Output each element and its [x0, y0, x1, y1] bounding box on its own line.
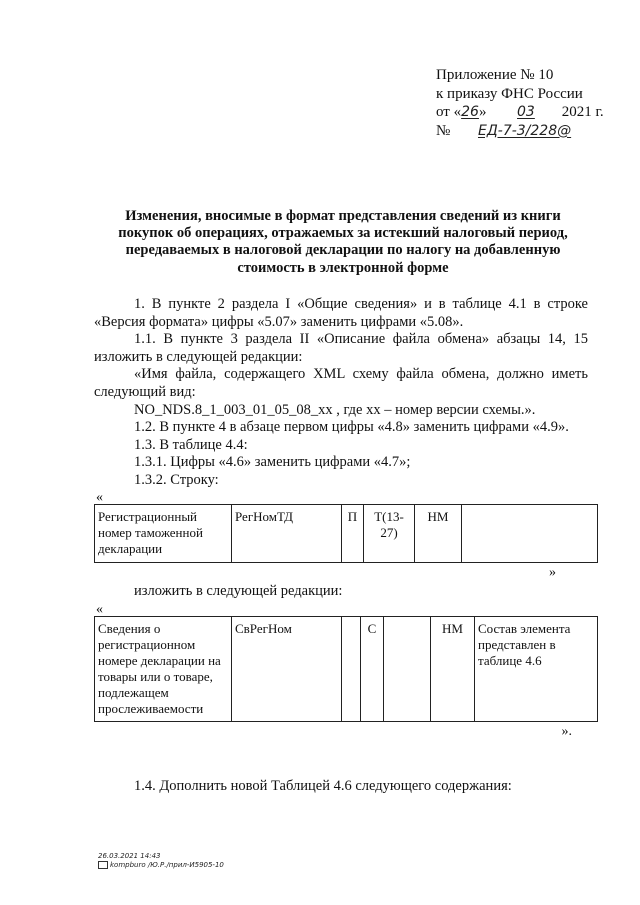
table-old-row	[94, 504, 598, 563]
table-cell: Сведения о регистрационном номере декларации на товары или о товаре, подлежащем прослеживаемости	[95, 617, 232, 722]
file-icon	[98, 861, 108, 869]
table-row	[95, 617, 598, 722]
table-cell	[384, 617, 431, 722]
paragraph-1-3-2: 1.3.2. Строку:	[134, 471, 219, 488]
handwritten-day: 26	[461, 104, 479, 120]
table-cell: Состав элемента представлен в таблице 4.6	[475, 617, 598, 722]
document-footer	[98, 852, 224, 870]
paragraph-1-1: 1.1. В пункте 3 раздела II «Описание файла обмена» абзацы 14, 15 изложить в следующей редакции:	[94, 331, 588, 365]
paragraph-quote: «Имя файла, содержащего XML схему файла обмена, должно иметь следующий вид:	[94, 366, 588, 400]
table-cell: С	[361, 617, 384, 722]
paragraph-replace: изложить в следующей редакции:	[134, 582, 343, 599]
paragraph-1: 1. В пункте 2 раздела I «Общие сведения» и в таблице 4.1 в строке «Версия формата» цифры «5.07» заменить цифрами «5.08».	[94, 296, 588, 330]
table-new-row	[94, 616, 598, 722]
paragraph-1-3: 1.3. В таблице 4.4:	[134, 436, 248, 453]
handwritten-order-number: ЕД-7-3/228@	[477, 122, 572, 139]
quote-open-2: «	[96, 602, 103, 618]
table-cell: РегНомТД	[232, 504, 342, 562]
paragraph-1-3-1: 1.3.1. Цифры «4.6» заменить цифрами «4.7»;	[134, 454, 411, 471]
quote-close-1: »	[549, 564, 556, 580]
footer-path-line	[98, 861, 224, 870]
order-reference: к приказу ФНС России	[436, 85, 583, 102]
paragraph-1-4: 1.4. Дополнить новой Таблицей 4.6 следующего содержания:	[134, 778, 512, 795]
footer-path: kompburo /Ю.Р./прил-И5905-10	[110, 861, 224, 869]
order-date: от «26» 03 2021 г.	[436, 104, 604, 120]
table-cell: СвРегНом	[232, 617, 342, 722]
quote-open-1: «	[96, 489, 103, 505]
quote-close-2: ».	[561, 724, 572, 740]
table-cell	[462, 504, 598, 562]
table-cell: П	[342, 504, 364, 562]
table-cell: НМ	[415, 504, 462, 562]
table-cell: Регистрационный номер таможенной декларации	[95, 504, 232, 562]
paragraph-1-2: 1.2. В пункте 4 в абзаце первом цифры «4.8» заменить цифрами «4.9».	[134, 419, 569, 436]
appendix-header	[436, 66, 604, 140]
order-number: № ЕД-7-3/228@	[436, 122, 604, 141]
table-cell: T(13-27)	[364, 504, 415, 562]
document-body	[94, 296, 588, 796]
handwritten-month: 03	[517, 104, 535, 120]
footer-date: 26.03.2021 14:43	[98, 852, 161, 860]
paragraph-filename: NO_NDS.8_1_003_01_05_08_xx , где хх – номер версии схемы.».	[134, 401, 536, 418]
table-row	[95, 504, 598, 562]
table-cell	[342, 617, 361, 722]
document-title: Изменения, вносимые в формат представления сведений из книги покупок об операциях, отражаемых за истекший налоговый период, передаваемых в налоговой декларации по налогу на добавленную стоимость в электронной форме	[118, 208, 568, 276]
appendix-number: Приложение № 10	[436, 67, 554, 83]
table-cell: НМ	[431, 617, 475, 722]
